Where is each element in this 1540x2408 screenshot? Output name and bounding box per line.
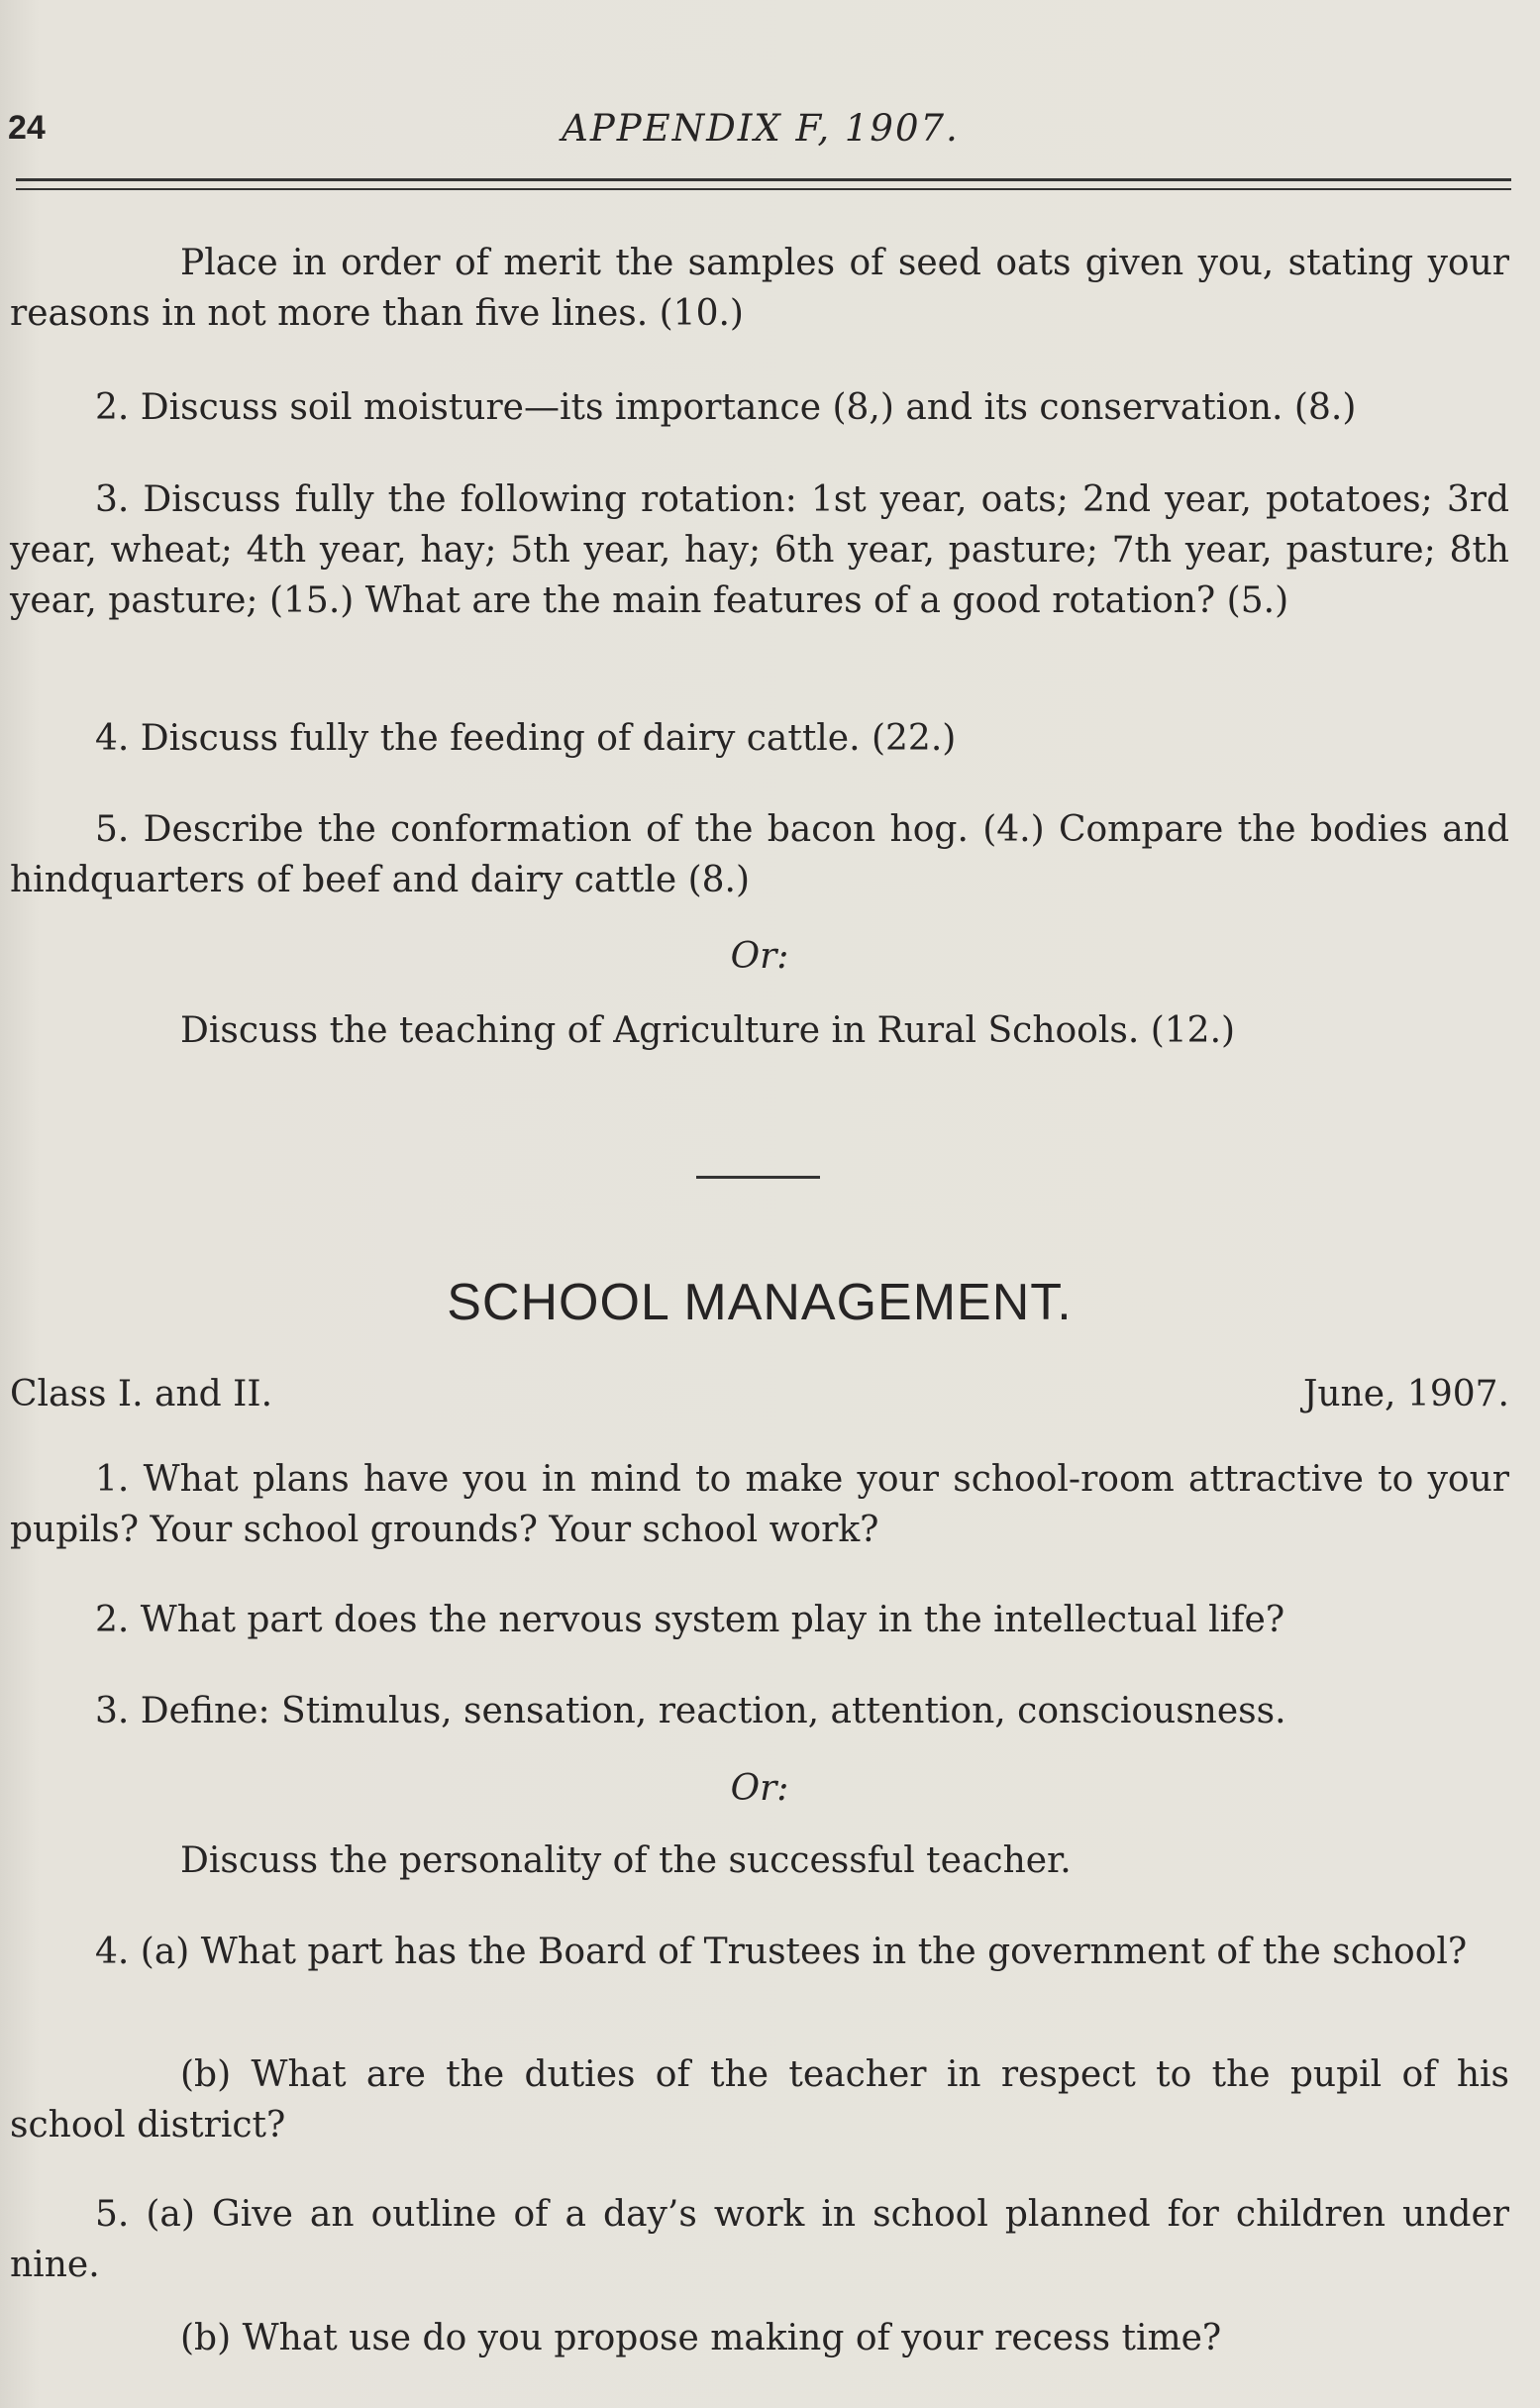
question-5-alternative: Discuss the teaching of Agriculture in Rural Schools. (12.) bbox=[180, 1010, 1236, 1051]
class-label: Class I. and II. bbox=[10, 1374, 273, 1414]
sm-question-2: 2. What part does the nervous system play in the intellectual life? bbox=[95, 1600, 1285, 1640]
question-intro: Place in order of merit the samples of seed oats given you, stating your reasons in not more than five lines. (10.) bbox=[10, 243, 1509, 334]
sm-question-1: 1. What plans have you in mind to make your school-room attractive to your pupils? Your school grounds? Your school work? bbox=[10, 1459, 1509, 1550]
question-2: 2. Discuss soil moisture—its importance (8,) and its conservation. (8.) bbox=[95, 387, 1357, 428]
sm-question-4b: (b) What are the duties of the teacher in respect to the pupil of his school district? bbox=[10, 2054, 1509, 2146]
running-title: APPENDIX F, 1907. bbox=[562, 107, 960, 150]
sm-question-4a: 4. (a) What part has the Board of Trustees in the government of the school? bbox=[95, 1932, 1468, 1972]
exam-date: June, 1907. bbox=[1302, 1374, 1509, 1414]
or-label: Or: bbox=[730, 936, 789, 977]
question-5: 5. Describe the conformation of the bacon hog. (4.) Compare the bodies and hindquarters of beef and dairy cattle (8.) bbox=[10, 809, 1509, 900]
header-rule bbox=[16, 188, 1511, 190]
section-divider bbox=[696, 1176, 820, 1179]
page-number: 24 bbox=[8, 109, 46, 147]
question-4: 4. Discuss fully the feeding of dairy cattle. (22.) bbox=[95, 718, 957, 759]
section-heading: SCHOOL MANAGEMENT. bbox=[447, 1274, 1073, 1331]
header-rule bbox=[16, 178, 1511, 181]
or-label: Or: bbox=[730, 1768, 789, 1809]
sm-question-3: 3. Define: Stimulus, sensation, reaction, attention, consciousness. bbox=[95, 1691, 1286, 1731]
sm-question-5b: (b) What use do you propose making of your recess time? bbox=[180, 2318, 1222, 2358]
page-header bbox=[8, 107, 1513, 157]
question-3: 3. Discuss fully the following rotation: 1st year, oats; 2nd year, potatoes; 3rd year, wheat; 4th year, hay; 5th year, hay; 6th year, pasture; 7th year, pasture; 8th year, pasture; (15.) What are the main features of a good rotation? (5.) bbox=[10, 479, 1509, 621]
sm-question-3-alternative: Discuss the personality of the successful teacher. bbox=[180, 1840, 1072, 1881]
sm-question-5a: 5. (a) Give an outline of a day’s work in school planned for children under nine. bbox=[10, 2194, 1509, 2285]
